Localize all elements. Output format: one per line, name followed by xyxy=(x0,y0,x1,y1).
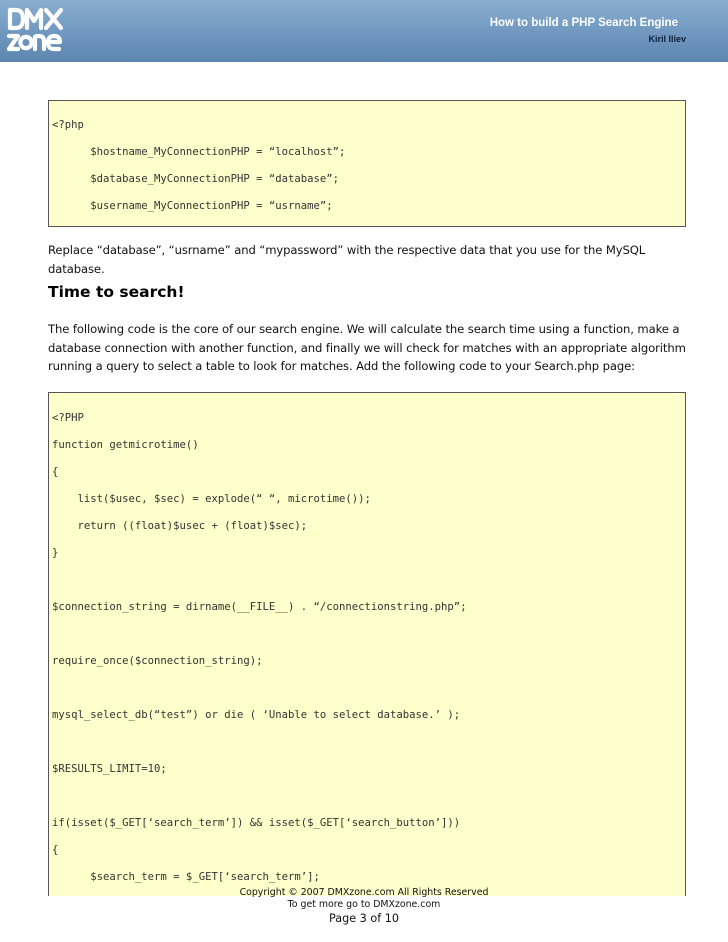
paragraph-search-intro: The following code is the core of our search engine. We will calculate the search time using a function, make a database connection with another function, and finally we will check for matches with an appropriate algorithm running a query to select a table to look for matches. Add the following code to your Search.php page: xyxy=(48,322,686,373)
code-line: { xyxy=(52,843,59,856)
code-line xyxy=(52,628,681,642)
code-line: mysql_select_db(“test”) or die ( ‘Unable to select database.’ ); xyxy=(52,708,461,721)
dmxzone-logo xyxy=(6,6,68,56)
code-line: $RESULTS_LIMIT=10; xyxy=(52,762,167,775)
code-block-search xyxy=(48,392,686,896)
code-line: $username_MyConnectionPHP = “usrname”; xyxy=(52,199,333,212)
code-line: return ((float)$usec + (float)$sec); xyxy=(52,519,308,532)
code-line: $hostname_MyConnectionPHP = “localhost”; xyxy=(52,145,346,158)
code-line: { xyxy=(52,465,59,478)
footer-more-link-text: To get more go to DMXzone.com xyxy=(287,899,441,910)
document-title: How to build a PHP Search Engine xyxy=(489,17,678,29)
code-line: list($usec, $sec) = explode(“ “, microtime()); xyxy=(52,492,371,505)
page-header xyxy=(0,0,728,62)
code-line xyxy=(52,790,681,804)
code-line xyxy=(52,227,681,228)
code-line: $connection_string = dirname(__FILE__) . “/connectionstring.php”; xyxy=(52,600,467,613)
code-line: <?php xyxy=(52,118,84,131)
code-line xyxy=(52,574,681,588)
paragraph-replace-credentials: Replace “database”, “usrname” and “mypassword” with the respective data that you use for the MySQL database. xyxy=(48,243,646,276)
section-heading: Time to search! xyxy=(48,283,185,301)
code-line xyxy=(52,736,681,750)
code-line: $search_term = $_GET[‘search_term’]; xyxy=(52,870,320,883)
code-line: require_once($connection_string); xyxy=(52,654,263,667)
code-block-connection xyxy=(48,100,686,227)
code-line: } xyxy=(52,546,59,559)
code-line: if(isset($_GET[‘search_term’]) && isset($_GET[‘search_button’])) xyxy=(52,816,461,829)
code-line: <?PHP xyxy=(52,411,84,424)
code-line: function getmicrotime() xyxy=(52,438,199,451)
document-author: Kiril Iliev xyxy=(648,34,686,44)
page-number: Page 3 of 10 xyxy=(329,912,399,925)
code-line: $database_MyConnectionPHP = “database”; xyxy=(52,172,340,185)
footer-copyright: Copyright © 2007 DMXzone.com All Rights Reserved xyxy=(239,887,489,898)
code-line xyxy=(52,682,681,696)
